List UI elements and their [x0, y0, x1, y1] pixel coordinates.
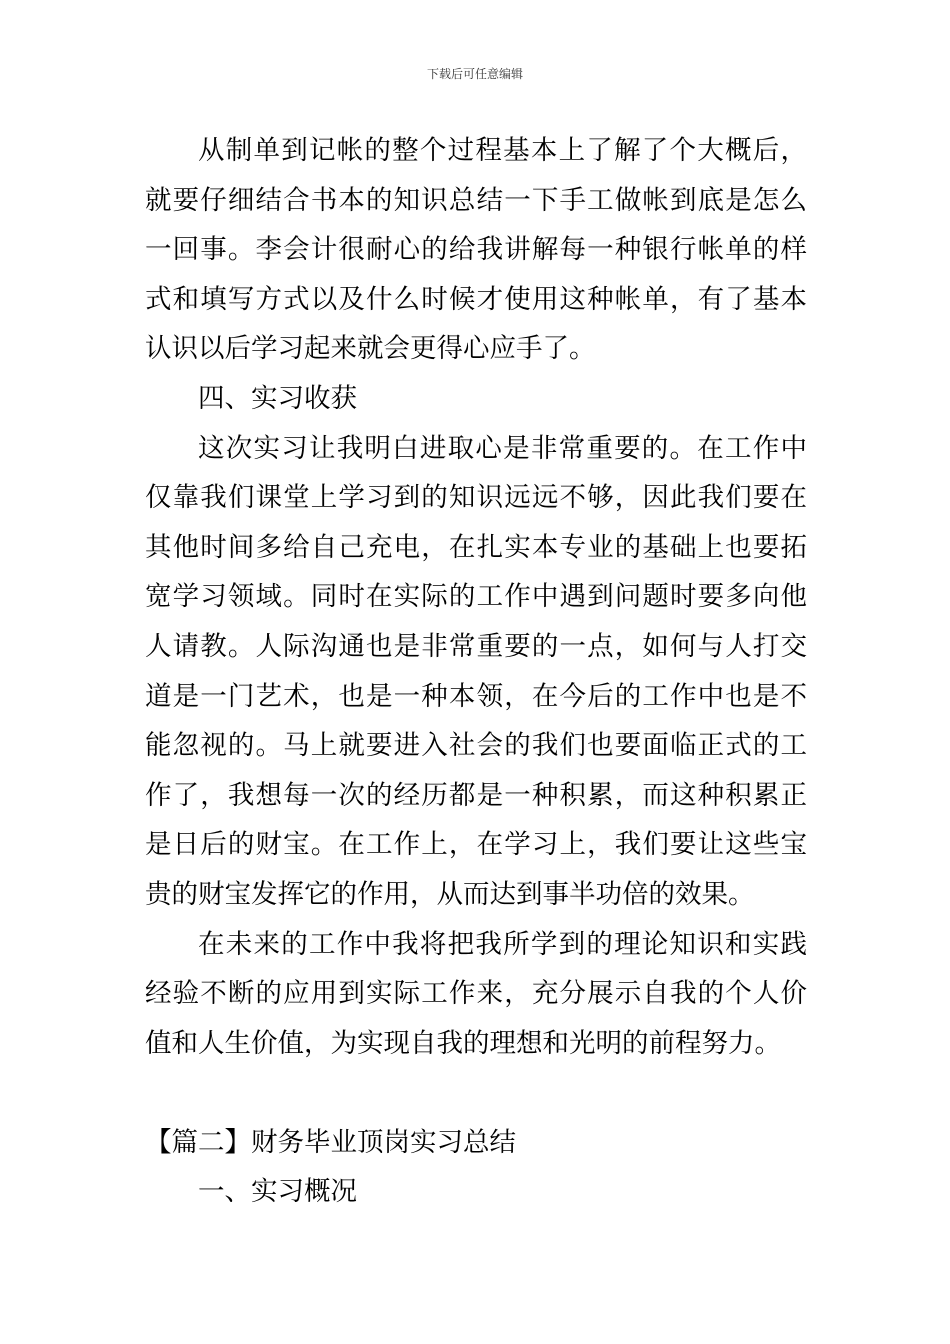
- blank-line: [145, 1068, 807, 1118]
- document-body: [145, 126, 807, 1217]
- section-title: 【篇二】财务毕业顶岗实习总结: [145, 1126, 516, 1158]
- heading-internship-overview: 一、实习概况: [198, 1176, 357, 1208]
- paragraph-future: 在未来的工作中我将把我所学到的理论知识和实践经验不断的应用到实际工作来，充分展示自我的个人价值和人生价值，为实现自我的理想和光明的前程努力。: [145, 928, 807, 1059]
- header-note: 下载后可任意编辑: [426, 67, 523, 81]
- heading-internship-gains: 四、实习收获: [198, 382, 357, 414]
- paragraph-bookkeeping: 从制单到记帐的整个过程基本上了解了个大概后，就要仔细结合书本的知识总结一下手工做帐到底是怎么一回事。李会计很耐心的给我讲解每一种银行帐单的样式和填写方式以及什么时候才使用这种帐单，有了基本认识以后学习起来就会更得心应手了。: [145, 135, 807, 365]
- paragraph-gains: 这次实习让我明白进取心是非常重要的。在工作中仅靠我们课堂上学习到的知识远远不够，因此我们要在其他时间多给自己充电，在扎实本专业的基础上也要拓宽学习领域。同时在实际的工作中遇到问题时要多向他人请教。人际沟通也是非常重要的一点，如何与人打交道是一门艺术，也是一种本领，在今后的工作中也是不能忽视的。马上就要进入社会的我们也要面临正式的工作了，我想每一次的经历都是一种积累，而这种积累正是日后的财宝。在工作上，在学习上，我们要让这些宝贵的财宝发挥它的作用，从而达到事半功倍的效果。: [145, 432, 807, 910]
